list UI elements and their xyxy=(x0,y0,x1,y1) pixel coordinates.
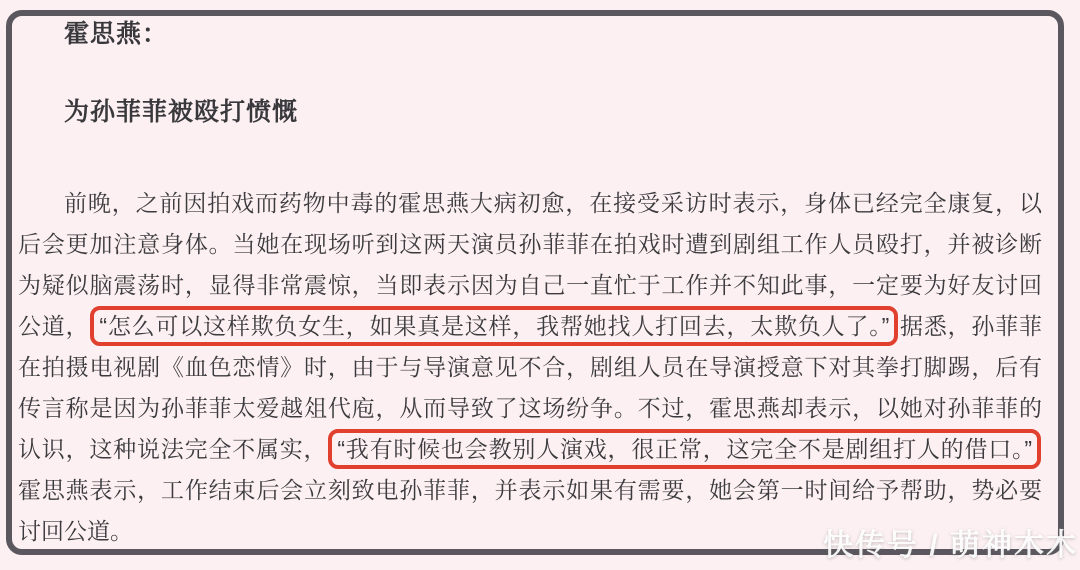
text-segment: 为疑似脑震荡时，显得非常震惊，当即表示因为自己一直忙于工作并不知此事，一定要为好友讨回 xyxy=(18,272,1042,298)
text-segment: 霍思燕表示，工作结束后会立刻致电孙菲菲，并表示如果有需要，她会第一时间给予帮助，势必要 xyxy=(18,477,1042,503)
text-line xyxy=(18,347,1042,388)
text-line xyxy=(18,183,1042,224)
watermark: 快传号 / 萌神木木 xyxy=(822,529,1078,562)
article-body xyxy=(18,183,1042,552)
text-line xyxy=(18,306,1042,347)
text-segment: 后会更加注意身体。当她在现场听到这两天演员孙菲菲在拍戏时遭到剧组工作人员殴打，并被诊断 xyxy=(18,231,1042,257)
highlight-box: “怎么可以这样欺负女生，如果真是这样，我帮她找人打回去，太欺负人了。” xyxy=(90,306,898,346)
text-segment: 公道， xyxy=(18,313,90,339)
article-author: 霍思燕： xyxy=(64,20,169,48)
text-segment: 前晚，之前因拍戏而药物中毒的霍思燕大病初愈，在接受采访时表示，身体已经完全康复，以 xyxy=(64,190,1042,216)
text-segment: 传言称是因为孙菲菲太爱越俎代庖，从而导致了这场纷争。不过，霍思燕却表示，以她对孙菲菲的 xyxy=(18,395,1042,421)
article-title: 为孙菲菲被殴打愤慨 xyxy=(64,98,299,126)
text-line xyxy=(18,429,1042,470)
text-line xyxy=(18,388,1042,429)
text-segment: 在拍摄电视剧《血色恋情》时，由于与导演意见不合，剧组人员在导演授意下对其拳打脚踢，后有 xyxy=(18,354,1042,380)
text-line xyxy=(18,265,1042,306)
highlight-box: “我有时候也会教别人演戏，很正常，这完全不是剧组打人的借口。” xyxy=(328,429,1041,469)
text-segment: 认识，这种说法完全不属实， xyxy=(18,436,328,462)
text-line xyxy=(18,470,1042,511)
text-segment: 讨回公道。 xyxy=(18,518,133,544)
text-segment: 据悉，孙菲菲 xyxy=(899,313,1043,339)
text-line xyxy=(18,224,1042,265)
